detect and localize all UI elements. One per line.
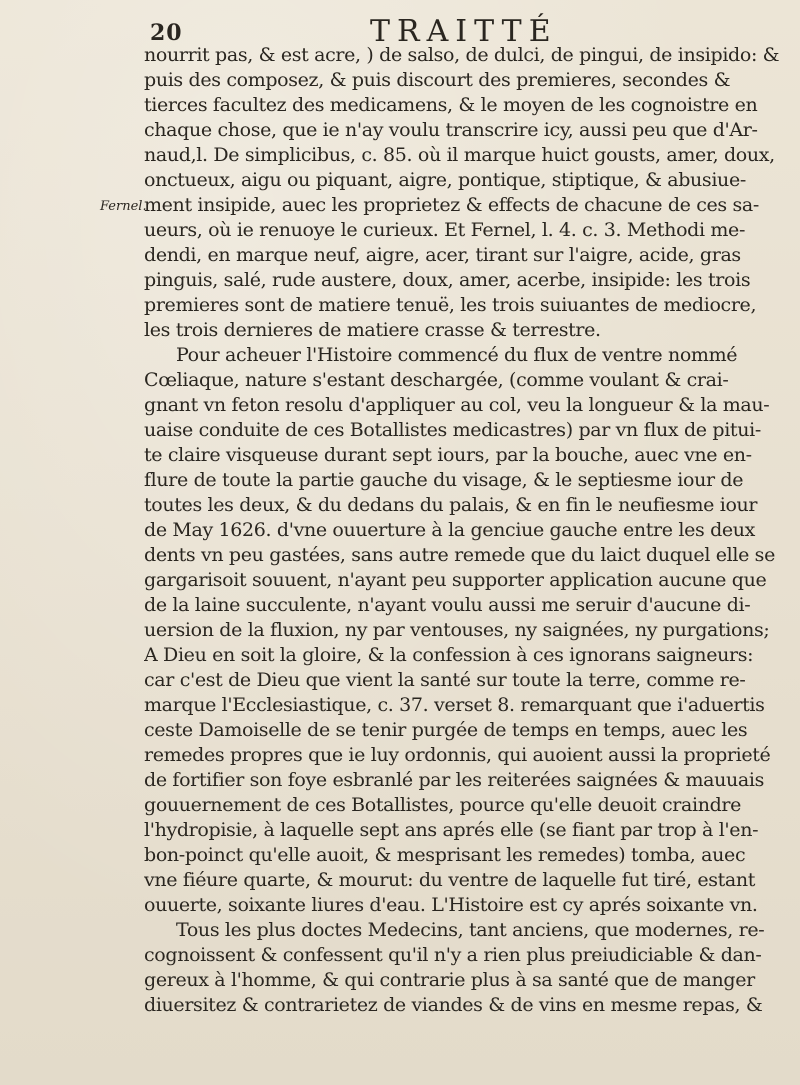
text-line: Cœliaque, nature s'estant deschargée, (comme voulant & crai- — [144, 369, 729, 391]
text-line: puis des composez, & puis discourt des premieres, secondes & — [144, 69, 731, 91]
paragraph-start-line: Pour acheuer l'Histoire commencé du flux de ventre nommé — [176, 344, 738, 366]
text-line: diuersitez & contrarietez de viandes & de vins en mesme repas, & — [144, 994, 763, 1016]
text-line: onctueux, aigu ou piquant, aigre, pontique, stiptique, & abusiue- — [144, 169, 746, 191]
text-line: gargarisoit souuent, n'ayant peu supporter application aucune que — [144, 569, 767, 591]
text-line: toutes les deux, & du dedans du palais, & en fin le neufiesme iour — [144, 494, 758, 516]
text-line: ouuerte, soixante liures d'eau. L'Histoire est cy aprés soixante vn. — [144, 894, 758, 916]
text-line: premieres sont de matiere tenuë, les trois suiuantes de mediocre, — [144, 294, 757, 316]
page-number: 20 — [150, 20, 183, 46]
text-line: car c'est de Dieu que vient la santé sur toute la terre, comme re- — [144, 669, 746, 691]
text-line: gereux à l'homme, & qui contrarie plus à sa santé que de manger — [144, 969, 755, 991]
text-line: A Dieu en soit la gloire, & la confession à ces ignorans saigneurs: — [144, 644, 754, 666]
text-line: remedes propres que ie luy ordonnis, qui auoient aussi la proprieté — [144, 744, 771, 766]
text-line: naud,l. De simplicibus, c. 85. où il marque huict gousts, amer, doux, — [144, 144, 775, 166]
text-line: nourrit pas, & est acre, ) de salso, de dulci, de pingui, de insipido: & — [144, 44, 780, 66]
text-line: l'hydropisie, à laquelle sept ans aprés elle (se fiant par trop à l'en- — [144, 819, 759, 841]
text-line: de la laine succulente, n'ayant voulu aussi me seruir d'aucune di- — [144, 594, 751, 616]
running-title: TRAITTÉ — [370, 14, 558, 49]
text-line: vne fiéure quarte, & mourut: du ventre de laquelle fut tiré, estant — [144, 869, 756, 891]
text-line: marque l'Ecclesiastique, c. 37. verset 8. remarquant que i'aduertis — [144, 694, 765, 716]
text-line: flure de toute la partie gauche du visage, & le septiesme iour de — [144, 469, 744, 491]
body-text — [144, 43, 784, 1018]
text-line: cognoissent & confessent qu'il n'y a rien plus preiudiciable & dan- — [144, 944, 762, 966]
text-line: dents vn peu gastées, sans autre remede que du laict duquel elle se — [144, 544, 775, 566]
text-line: te claire visqueuse durant sept iours, par la bouche, auec vne en- — [144, 444, 752, 466]
paragraph-start-line: Tous les plus doctes Medecins, tant anciens, que modernes, re- — [176, 919, 765, 941]
text-line: uersion de la fluxion, ny par ventouses, ny saignées, ny purgations; — [144, 619, 770, 641]
text-line: ueurs, où ie renuoye le curieux. Et Fernel, l. 4. c. 3. Methodi me- — [144, 219, 746, 241]
text-line: ment insipide, auec les proprietez & effects de chacune de ces sa- — [144, 194, 759, 216]
text-line: ceste Damoiselle de se tenir purgée de temps en temps, auec les — [144, 719, 748, 741]
text-line: uaise conduite de ces Botallistes medicastres) par vn flux de pitui- — [144, 419, 761, 441]
text-line: de fortifier son foye esbranlé par les reiterées saignées & mauuais — [144, 769, 764, 791]
text-line: gouuernement de ces Botallistes, pource qu'elle deuoit craindre — [144, 794, 742, 816]
text-line: de May 1626. d'vne ouuerture à la genciue gauche entre les deux — [144, 519, 756, 541]
text-line: gnant vn feton resolu d'appliquer au col, veu la longueur & la mau- — [144, 394, 770, 416]
text-line: tierces facultez des medicamens, & le moyen de les cognoistre en — [144, 94, 758, 116]
text-line: les trois dernieres de matiere crasse & terrestre. — [144, 319, 601, 341]
text-line: pinguis, salé, rude austere, doux, amer, acerbe, insipide: les trois — [144, 269, 751, 291]
text-line: bon-poinct qu'elle auoit, & mesprisant les remedes) tomba, auec — [144, 844, 746, 866]
text-line: dendi, en marque neuf, aigre, acer, tirant sur l'aigre, acide, gras — [144, 244, 741, 266]
text-line: chaque chose, que ie n'ay voulu transcrire icy, aussi peu que d'Ar- — [144, 119, 758, 141]
margin-note: Fernel. — [100, 199, 147, 214]
